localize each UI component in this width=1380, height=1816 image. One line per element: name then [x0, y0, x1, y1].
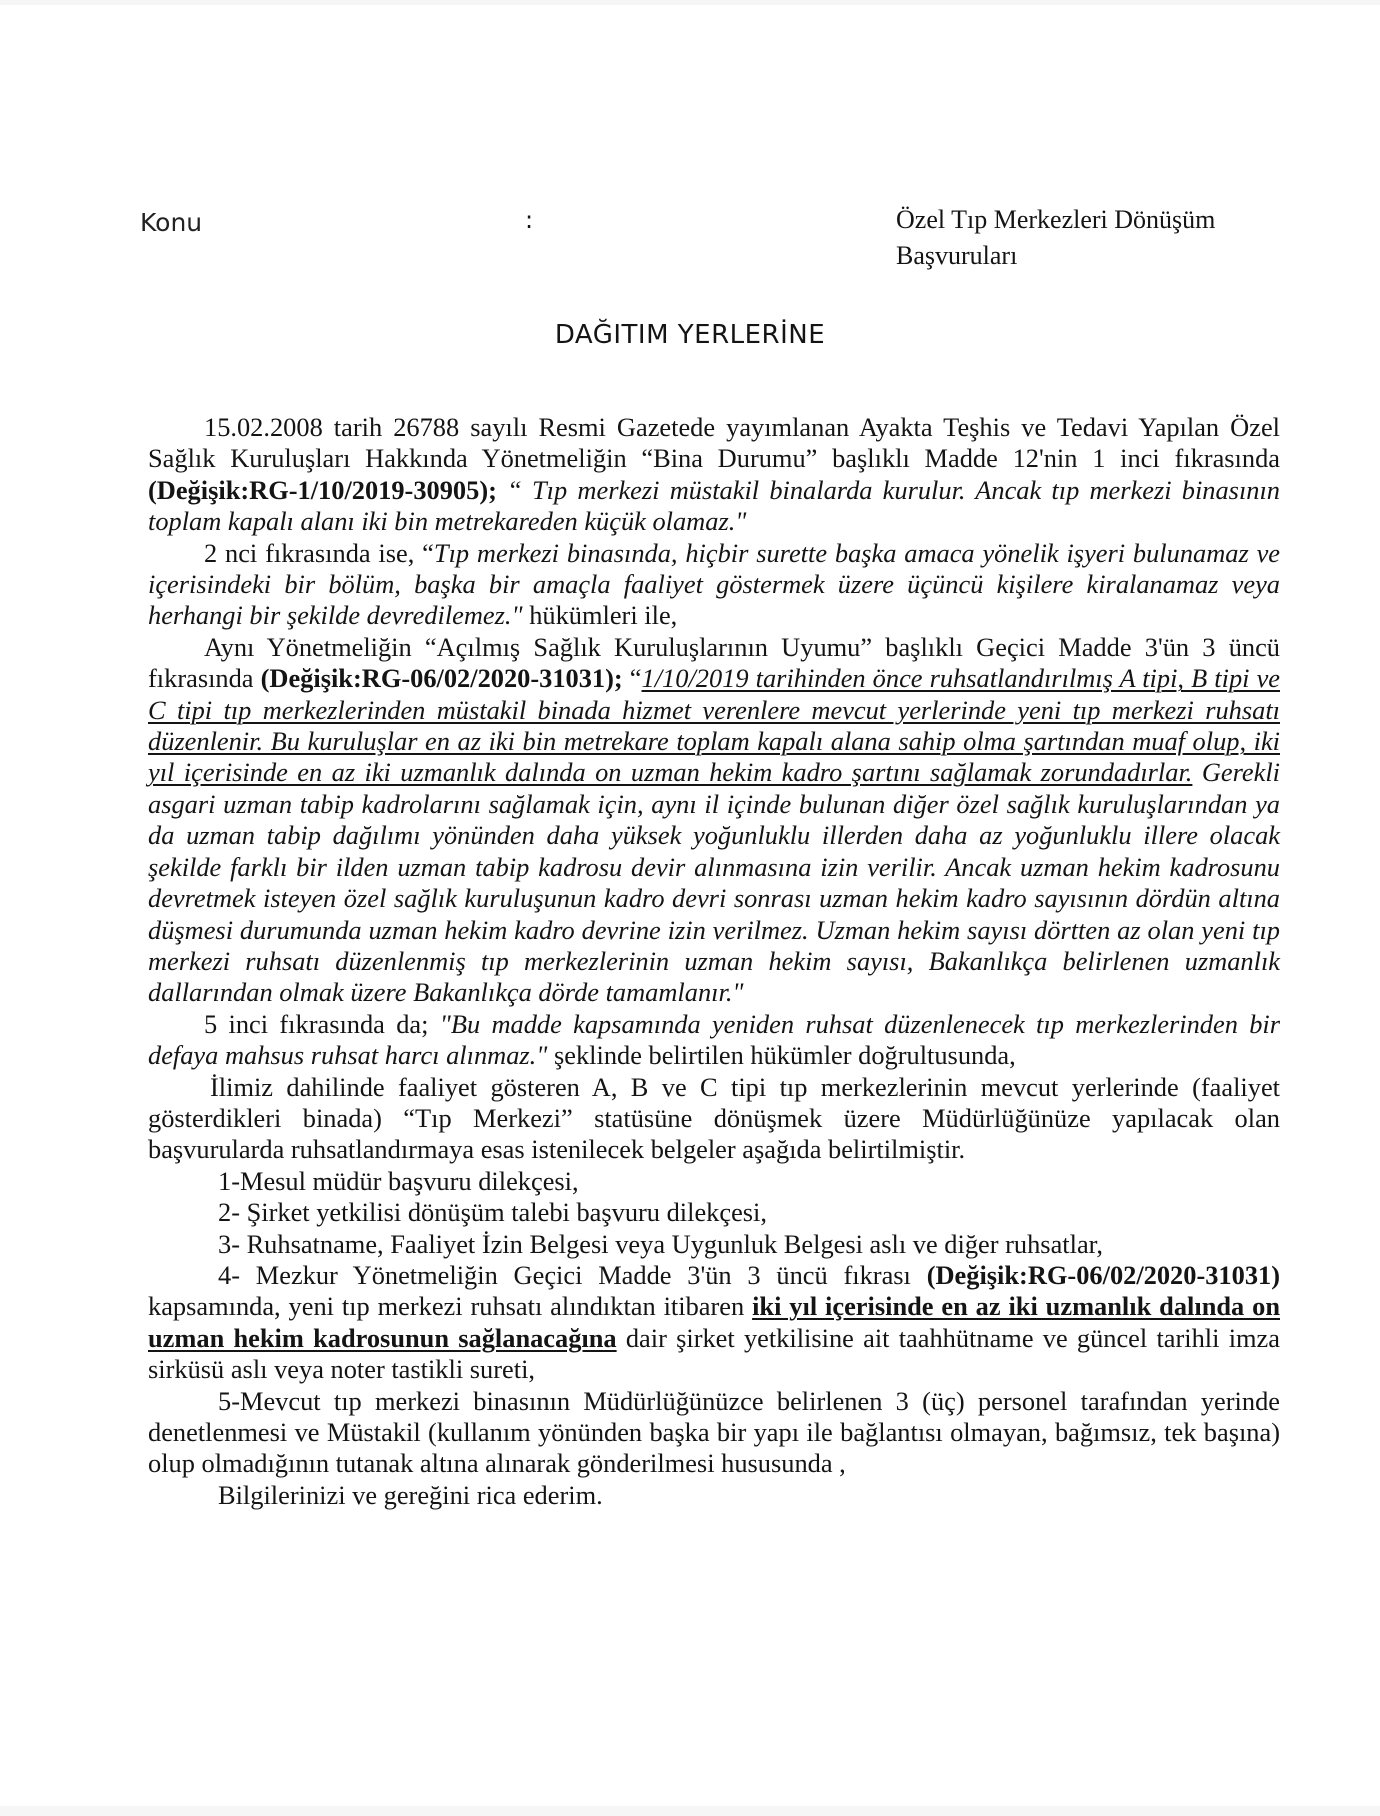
text: 4- Mezkur Yönetmeliğin Geçici Madde 3'ün 3 üncü fıkrası — [218, 1259, 927, 1290]
document-body — [148, 412, 1280, 1511]
text: kapsamında, yeni tıp merkezi ruhsatı alındıktan itibaren — [148, 1291, 753, 1322]
subject-label: Konu — [140, 208, 203, 237]
bold-underlined-commitment: iki yıl içerisinde en az iki uzmanlık dalında on uzman hekim kadrosunun sağlanacağına — [148, 1291, 1280, 1353]
paragraph-required-documents-intro: İlimiz dahilinde faaliyet gösteren A, B ve C tipi tıp merkezlerinin mevcut yerlerinde (faaliyet gösterdikleri binada) “Tıp Merkezi” statüsüne dönüşmek üzere Müdürlüğünüze yapılacak olan başvurularda ruhsatlandırmaya esas istenilecek belgeler aşağıda belirtilmiştir. — [148, 1071, 1280, 1165]
text: 15.02.2008 tarih 26788 sayılı Resmi Gazetede yayımlanan Ayakta Teşhis ve Tedavi Yapılan Özel Sağlık Kuruluşları Hakkında Yönetmeliğin “Bina Durumu” başlıklı Madde 12'nin 1 inci fıkrasında — [148, 412, 1280, 474]
list-item-3: 3- Ruhsatname, Faaliyet İzin Belgesi veya Uygunluk Belgesi aslı ve diğer ruhsatlar, — [218, 1228, 1104, 1259]
list-item-1: 1-Mesul müdür başvuru dilekçesi, — [218, 1165, 579, 1196]
paragraph-clause-5 — [148, 1009, 1280, 1072]
text: “ — [622, 663, 642, 694]
list-item-5: 5-Mevcut tıp merkezi binasının Müdürlüğünüzce belirlenen 3 (üç) personel tarafından yerinde denetlenmesi ve Müstakil (kullanım yönünden başka bir yapı ile bağlantısı olmayan, bağımsız, tek başına) olup olmadığının tutanak altına alınarak gönderilmesi hususunda , — [148, 1385, 1280, 1479]
list-item-2: 2- Şirket yetkilisi dönüşüm talebi başvuru dilekçesi, — [218, 1197, 767, 1228]
list-item-4 — [148, 1260, 1280, 1386]
paragraph-temporary-article-3 — [148, 632, 1280, 1009]
quoted-provision: "Bu madde kapsamında yeniden ruhsat düzenlenecek tıp merkezlerinden bir defaya mahsus ruhsat harcı alınmaz." — [148, 1008, 1280, 1071]
amendment-reference: (Değişik:RG-06/02/2020-31031); — [260, 663, 623, 694]
underlined-quoted-provision: 1/10/2019 tarihinden önce ruhsatlandırılmış A tipi, B tipi ve C tipi tıp merkezlerinden müstakil binada hizmet verenlere mevcut yerlerinde yeni tıp merkezi ruhsatı düzenlenir. Bu kuruluşlar en az iki bin metrekare toplam kapalı alana sahip olma şartından muaf olup, iki yıl içerisinde en az iki uzmanlık dalında on uzman hekim kadro şartını sağlamak zorundadırlar. — [148, 663, 1281, 788]
subject-value — [896, 202, 1316, 274]
text: 5 inci fıkrasında da; — [204, 1008, 440, 1039]
amendment-reference: (Değişik:RG-06/02/2020-31031) — [926, 1259, 1280, 1290]
scan-bottom-edge — [0, 1806, 1380, 1816]
paragraph-regulation-article-12 — [148, 412, 1280, 538]
recipient-title: DAĞITIM YERLERİNE — [554, 320, 826, 350]
amendment-reference: (Değişik:RG-1/10/2019-30905); — [148, 474, 497, 505]
quoted-provision: Tıp merkezi binasında, hiçbir surette başka amaca yönelik işyeri bulunamaz ve içerisindeki bir bölüm, başka bir amaçla faaliyet göstermek üzere üçüncü kişilere kiralanamaz veya herhangi bir şekilde devredilemez." — [148, 537, 1281, 631]
paragraph-clause-2 — [148, 538, 1280, 632]
subject-separator: : — [525, 206, 534, 234]
quoted-provision: “ Tıp merkezi müstakil binalarda kurulur. Ancak tıp merkezi binasının toplam kapalı alanı iki bin metrekareden küçük olamaz." — [148, 474, 1280, 537]
text: şeklinde belirtilen hükümler doğrultusunda, — [547, 1040, 1016, 1071]
closing-sentence: Bilgilerinizi ve gereğini rica ederim. — [218, 1479, 603, 1510]
quoted-provision: Gerekli asgari uzman tabip kadrolarını sağlamak için, aynı il içinde bulunan diğer özel sağlık kuruluşlarından ya da uzman tabip dağılımı yönünden daha yüksek yoğunluklu illerden daha az yoğunluklu illere olacak şekilde farklı bir ilden uzman tabip kadrosu devir alınmasına izin verilir. Ancak uzman hekim kadrosunu devretmek isteyen özel sağlık kuruluşunun kadro devri sonrası uzman hekim kadro sayısının dördün altına düşmesi durumunda uzman hekim kadro devrine izin verilmez. Uzman hekim sayısı dörtten az olan yeni tıp merkezi ruhsatı düzenlenmiş tıp merkezlerinin uzman hekim sayısı, Bakanlıkça belirlenen uzmanlık dallarından olmak üzere Bakanlıkça dörde tamamlanır." — [148, 757, 1280, 1008]
text: hükümleri ile, — [522, 600, 678, 631]
subject-value-line1: Özel Tıp Merkezleri Dönüşüm — [896, 205, 1216, 234]
subject-value-line2: Başvuruları — [896, 241, 1018, 270]
text: 2 nci fıkrasında ise, “ — [204, 537, 434, 568]
text: Aynı Yönetmeliğin “Açılmış Sağlık Kuruluşlarının Uyumu” başlıklı Geçici Madde 3'ün 3 üncü fıkrasında — [148, 631, 1280, 694]
scan-top-edge — [0, 0, 1380, 5]
text: dair şirket yetkilisine ait taahhütname ve güncel tarihli imza sirküsü aslı veya noter tastikli sureti, — [148, 1322, 1280, 1385]
